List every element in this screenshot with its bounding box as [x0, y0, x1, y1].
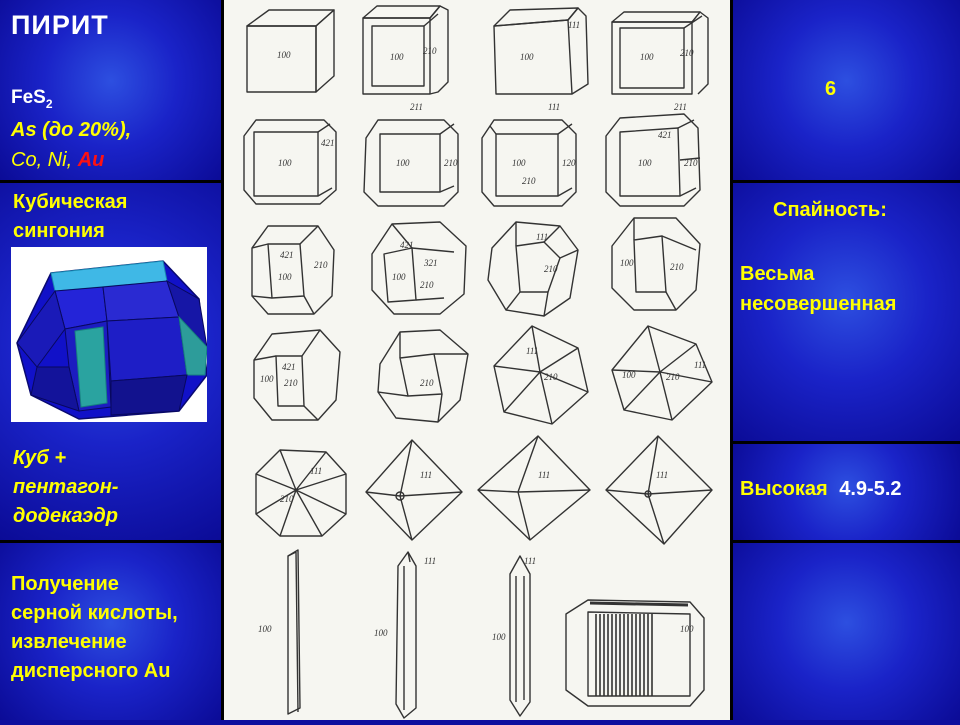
face-label: 210 [280, 494, 294, 504]
face-label: 211 [410, 102, 423, 112]
face-label: 111 [548, 102, 561, 112]
formula-sub: 2 [45, 96, 53, 111]
crystal-pentagon-1 [252, 226, 334, 314]
face-label: 210 [544, 264, 558, 274]
face-label: 100 [680, 624, 694, 634]
face-label: 210 [284, 378, 298, 388]
face-label: 321 [424, 258, 438, 268]
face-label: 111 [420, 470, 433, 480]
crystal-drawings [224, 0, 730, 720]
face-label: 100 [492, 632, 506, 642]
face-label: 210 [680, 48, 694, 58]
right-panel-bottom [733, 543, 960, 720]
face-label: 421 [658, 130, 672, 140]
cleavage-label: Спайность: [773, 199, 887, 221]
hardness-value: 4.9-5.2 [839, 478, 902, 500]
face-label: 100 [396, 158, 410, 168]
face-label: 111 [568, 20, 581, 30]
use-line-1: Получение [11, 573, 119, 595]
face-label: 120 [562, 158, 576, 168]
crystal-octahedron-1 [366, 440, 462, 540]
face-label: 111 [310, 466, 323, 476]
face-label: 210 [684, 158, 698, 168]
crystal-model-icon [11, 247, 207, 422]
face-label: 210 [444, 158, 458, 168]
mineral-number: 6 [825, 78, 837, 100]
face-label: 100 [278, 158, 292, 168]
impurity-line-1: As (до 20%), [11, 119, 132, 141]
face-label: 100 [258, 624, 272, 634]
face-label: 100 [392, 272, 406, 282]
crystal-dodeca-2 [378, 330, 468, 422]
crystal-cubo-octa-1 [256, 450, 346, 536]
face-label: 100 [277, 50, 291, 60]
face-label: 210 [522, 176, 536, 186]
face-label: 100 [520, 52, 534, 62]
syngony-line-1: Кубическая [13, 191, 128, 213]
use-line-3: извлечение [11, 631, 127, 653]
face-label: 100 [374, 628, 388, 638]
form-line-2: пентагон- [13, 476, 119, 498]
use-line-2: серной кислоты, [11, 602, 178, 624]
crystal-forms-plate [224, 0, 730, 720]
left-panel-mineral [0, 0, 222, 180]
face-label: 210 [670, 262, 684, 272]
face-label: 100 [638, 158, 652, 168]
left-panel-use [0, 543, 222, 720]
face-label: 421 [280, 250, 294, 260]
left-panel-syngony [0, 183, 222, 540]
face-label: 100 [622, 370, 636, 380]
pyrite-crystal-model [11, 247, 207, 422]
use-line-4: дисперсного Au [11, 660, 171, 682]
face-label: 421 [321, 138, 335, 148]
crystal-prism-1 [288, 550, 300, 714]
form-line-1: Куб + [13, 447, 67, 469]
right-panel-hardness [733, 444, 960, 540]
face-label: 210 [420, 280, 434, 290]
face-label: 210 [314, 260, 328, 270]
face-label: 111 [536, 232, 549, 242]
face-label: 100 [620, 258, 634, 268]
crystal-striated-cube [566, 600, 704, 706]
crystal-octa-pyrito-1 [494, 326, 588, 424]
face-label: 111 [538, 470, 551, 480]
face-label: 421 [400, 240, 414, 250]
mineral-title: ПИРИТ [11, 10, 109, 40]
right-panel-cleavage [733, 183, 960, 441]
face-label: 100 [512, 158, 526, 168]
crystal-pentagon-2 [372, 222, 466, 314]
face-label: 211 [674, 102, 687, 112]
face-label: 421 [282, 362, 296, 372]
face-label: 210 [666, 372, 680, 382]
face-label: 100 [640, 52, 654, 62]
crystal-prism-2 [396, 552, 416, 718]
hardness [740, 478, 902, 501]
crystal-octahedron-2 [478, 436, 590, 540]
cleavage-value-1: Весьма [740, 263, 815, 285]
face-label: 100 [260, 374, 274, 384]
crystal-pentagon-3 [488, 222, 578, 316]
crystal-prism-3 [510, 556, 530, 716]
right-panel-number [733, 0, 960, 180]
face-label: 111 [656, 470, 669, 480]
face-label: 210 [544, 372, 558, 382]
impurity-prefix: Co, Ni, [11, 149, 78, 171]
formula-main: FeS [11, 87, 46, 108]
gold-highlight: Au [77, 149, 105, 171]
face-label: 111 [424, 556, 437, 566]
face-label: 210 [420, 378, 434, 388]
cleavage-value-2: несовершенная [740, 293, 897, 315]
face-label: 210 [423, 46, 437, 56]
face-label: 100 [278, 272, 292, 282]
face-label: 111 [524, 556, 537, 566]
crystal-octahedron-3 [606, 436, 712, 544]
hardness-label: Высокая [740, 478, 828, 500]
impurity-line-2 [11, 149, 104, 172]
syngony-line-2: сингония [13, 220, 105, 242]
formula [11, 87, 53, 111]
face-label: 100 [390, 52, 404, 62]
face-label: 111 [694, 360, 707, 370]
form-line-3: додекаэдр [13, 505, 118, 527]
face-label: 111 [526, 346, 539, 356]
